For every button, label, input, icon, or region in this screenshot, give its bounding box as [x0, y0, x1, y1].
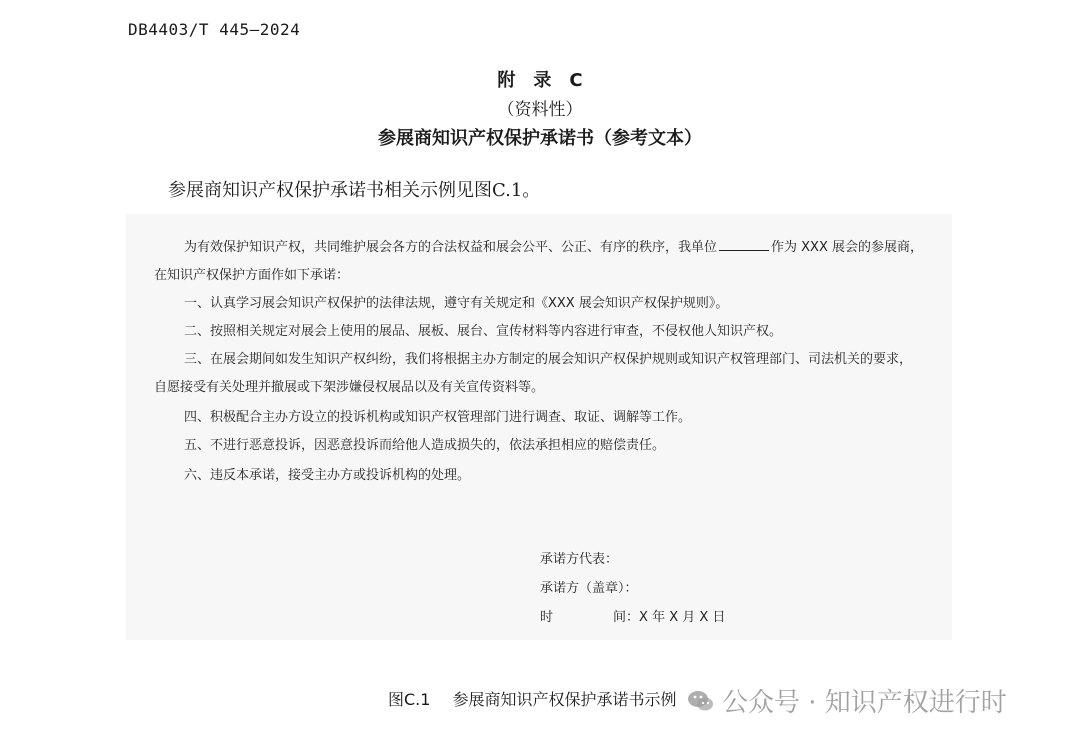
commitment-item-4: 四、积极配合主办方设立的投诉机构或知识产权管理部门进行调查、取证、调解等工作。: [184, 410, 692, 425]
signature-time: [540, 606, 725, 625]
paragraph-1-part-a: 为有效保护知识产权，共同维护展会各方的合法权益和展会公平、公正、有序的秩序，我单位: [184, 240, 718, 255]
caption-text: 参展商知识产权保护承诺书示例: [452, 690, 677, 709]
paragraph-1-part-b: 作为 XXX 展会的参展商，: [771, 240, 923, 255]
appendix-title: 附 录 C: [497, 70, 583, 91]
commitment-letter: [126, 214, 952, 640]
time-label-a: 时: [540, 610, 554, 625]
time-label-b: 间：: [613, 610, 640, 625]
commitment-item-2: 二、按照相关规定对展会上使用的展品、展板、展台、宣传材料等内容进行审查，不侵权他人知识产权。: [184, 324, 783, 339]
commitment-item-5: 五、不进行恶意投诉，因恶意投诉而给他人造成损失的，依法承担相应的赔偿责任。: [184, 438, 666, 453]
commitment-item-3-line-2: 自愿接受有关处理并撤展或下架涉嫌侵权展品以及有关宣传资料等。: [154, 380, 545, 395]
commitment-item-1: 一、认真学习展会知识产权保护的法律法规，遵守有关规定和《XXX 展会知识产权保护规则》。: [184, 296, 729, 311]
paragraph-1-line-1: [184, 236, 923, 255]
figure-caption: [388, 687, 676, 710]
time-value: X 年 X 月 X 日: [639, 610, 726, 625]
paragraph-1-line-2: 在知识产权保护方面作如下承诺：: [154, 268, 350, 283]
company-blank: [719, 238, 769, 251]
appendix-heading: 参展商知识产权保护承诺书（参考文本）: [378, 128, 702, 149]
caption-number: 图C.1: [388, 690, 431, 709]
appendix-nature: （资料性）: [497, 100, 583, 120]
standard-id: DB4403/T 445—2024: [128, 20, 301, 39]
commitment-item-6: 六、违反本承诺，接受主办方或投诉机构的处理。: [184, 468, 471, 483]
watermark-text: 公众号 · 知识产权进行时: [722, 688, 1007, 718]
wechat-icon: [686, 686, 716, 716]
figure-c1: [126, 214, 952, 640]
signature-representative: 承诺方代表：: [540, 552, 619, 567]
signature-seal: 承诺方（盖章）：: [540, 581, 638, 596]
commitment-item-3-line-1: 三、在展会期间如发生知识产权纠纷，我们将根据主办方制定的展会知识产权保护规则或知识产权管理部门、司法机关的要求，: [184, 352, 913, 367]
intro-paragraph: 参展商知识产权保护承诺书相关示例见图C.1。: [168, 180, 541, 201]
watermark: [686, 682, 1007, 719]
